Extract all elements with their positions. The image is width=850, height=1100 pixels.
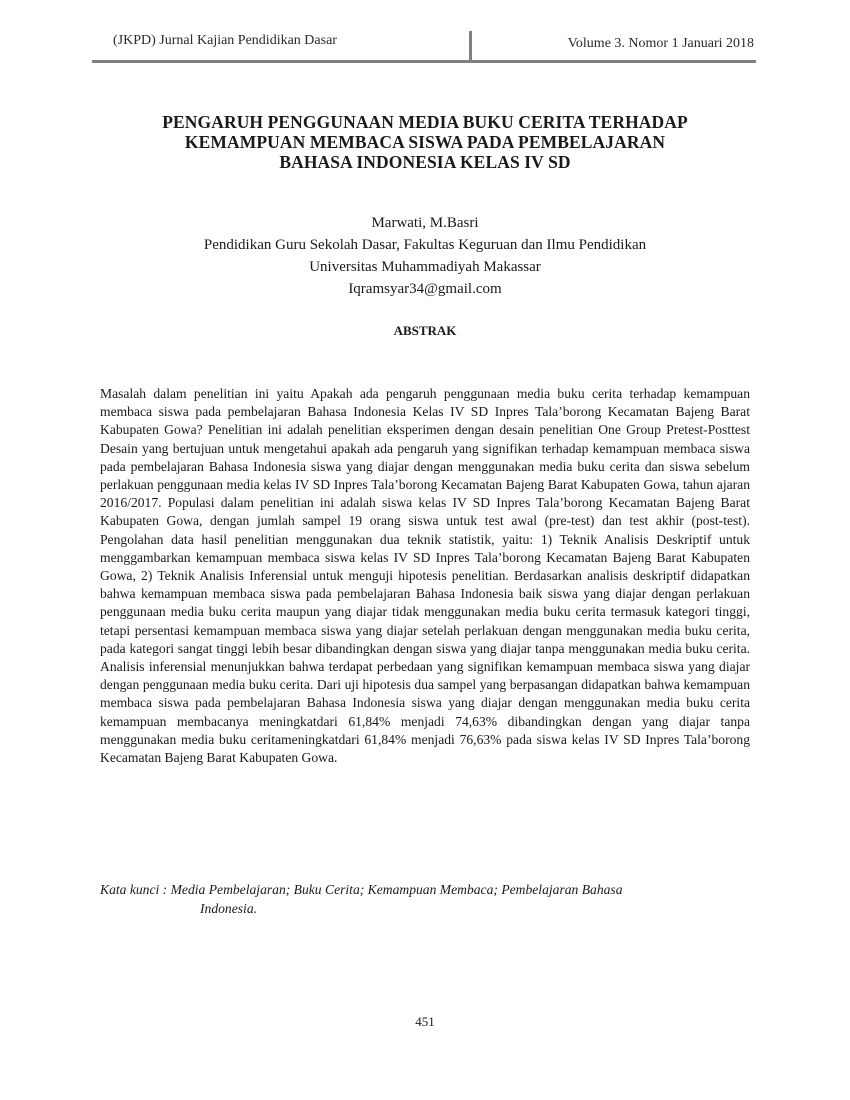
- author-names: Marwati, M.Basri: [371, 215, 479, 231]
- keywords-label: Kata kunci :: [100, 882, 168, 897]
- journal-name: (JKPD) Jurnal Kajian Pendidikan Dasar: [113, 33, 337, 48]
- author-affiliation: Pendidikan Guru Sekolah Dasar, Fakultas Keguruan dan Ilmu Pendidikan: [203, 237, 647, 253]
- keywords-value: Media Pembelajaran; Buku Cerita; Kemampuan Membaca; Pembelajaran Bahasa: [170, 882, 623, 897]
- author-email: Iqramsyar34@gmail.com: [348, 281, 502, 297]
- header-divider: [469, 31, 472, 62]
- keywords: [100, 880, 750, 918]
- keywords-continuation: Indonesia.: [200, 901, 258, 916]
- author-block: [100, 212, 750, 300]
- header-rule: [92, 60, 756, 63]
- abstract-heading: ABSTRAK: [393, 323, 457, 338]
- title-line: BAHASA INDONESIA KELAS IV SD: [279, 152, 571, 172]
- abstract-body: Masalah dalam penelitian ini yaitu Apakah ada pengaruh penggunaan media buku cerita terhadap kemampuan membaca siswa pada pembelajaran Bahasa Indonesia Kelas IV SD Inpres Tala’borong Kecamatan Bajeng Barat Kabupaten Gowa? Penelitian ini adalah penelitian eksperimen dengan desain penelitian One Group Pretest-Posttest Desain yang bertujuan untuk mengetahui apakah ada pengaruh yang signifikan terhadap kemampuan membaca siswa pada pembelajaran Bahasa Indonesia siswa yang diajar dengan menggunakan media buku cerita dan siswa sebelum perlakuan penggunaan media kelas IV SD Inpres Tala’borong Kecamatan Bajeng Barat Kabupaten Gowa, tahun ajaran 2016/2017. Populasi dalam penelitian ini adalah siswa kelas IV SD Inpres Tala’borong Kecamatan Bajeng Barat Kabupaten Gowa, dengan jumlah sampel 19 orang siswa untuk test awal (pre-test) dan test akhir (post-test). Pengolahan data hasil penelitian menggunakan dua teknik statistik, yaitu: 1) Teknik Analisis Deskriptif untuk menggambarkan kemampuan membaca siswa kelas IV SD Inpres Tala’borong Kecamatan Bajeng Barat Kabupaten Gowa, 2) Teknik Analisis Inferensial untuk menguji hipotesis penelitian. Berdasarkan analisis deskriptif didapatkan bahwa kemampuan membaca siswa pada pembelajaran Bahasa Indonesia baik siswa yang diajar dengan perlakuan penggunaan media buku cerita maupun yang diajar tidak menggunakan media buku cerita termasuk kategori tinggi, tetapi persentasi kemampuan membaca siswa yang diajar setelah perlakuan dengan menggunakan media buku cerita, pada kategori sangat tinggi lebih besar dibandingkan dengan siswa yang diajar tanpa menggunakan media buku cerita. Analisis inferensial menunjukkan bahwa terdapat perbedaan yang signifikan kemampuan membaca siswa yang diajar dengan penggunaan media buku cerita. Dari uji hipotesis dua sampel yang berpasangan didapatkan bahwa kemampuan membaca siswa pada pembelajaran Bahasa Indonesia siswa yang diajar dengan menggunakan media buku cerita kemampuan membacanya meningkatdari 61,84% menjadi 74,63% dibandingkan dengan yang diajar tanpa menggunakan media buku ceritameningkatdari 61,84% menjadi 76,63% pada siswa kelas IV SD Inpres Tala’borong Kecamatan Bajeng Barat Kabupaten Gowa.: [100, 386, 750, 766]
- page-number: 451: [415, 1014, 435, 1029]
- title-line: KEMAMPUAN MEMBACA SISWA PADA PEMBELAJARAN: [184, 132, 666, 152]
- paper-title: [100, 112, 750, 172]
- title-line: PENGARUH PENGGUNAAN MEDIA BUKU CERITA TERHADAP: [162, 112, 688, 132]
- issue-info: Volume 3. Nomor 1 Januari 2018: [567, 36, 754, 51]
- author-university: Universitas Muhammadiyah Makassar: [309, 259, 541, 275]
